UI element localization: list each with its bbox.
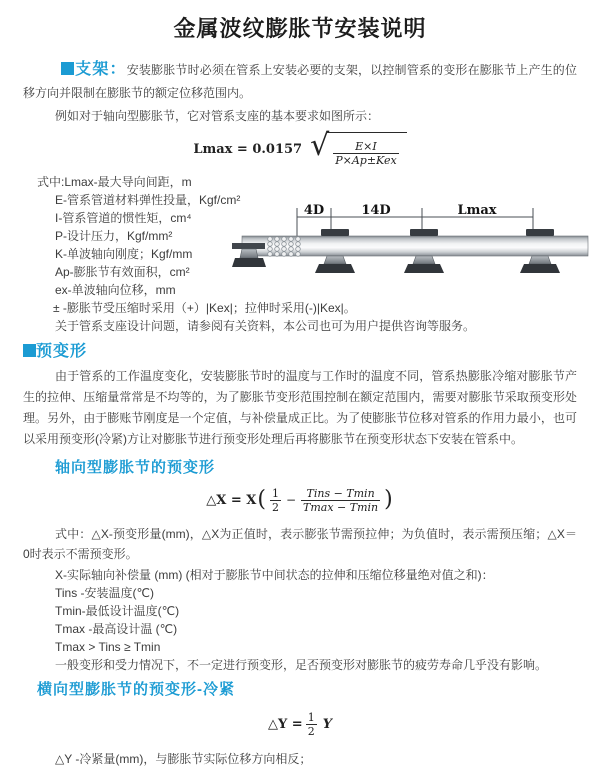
dx-formula-lhs: △X = X	[206, 492, 257, 508]
dim-label-4d: 4D	[303, 203, 325, 218]
minus-operator: −	[285, 493, 297, 507]
definition-line: Tmax > Tins ≥ Tmin	[55, 640, 161, 654]
pipe	[242, 236, 588, 256]
axial-preform-heading: 轴向型膨胀节的预变形	[55, 459, 216, 476]
axial-preform-formula	[23, 482, 577, 518]
definition-line: E-管系管道材料弹性投量，Kgf/cm²	[55, 193, 241, 207]
page-title: 金属波纹膨胀节安装说明	[173, 16, 427, 41]
support-example-text: 例如对于轴向型膨胀节，它对管系支座的基本要求如图所示：	[55, 109, 380, 123]
pipe-support-spacing-diagram	[232, 199, 590, 283]
definition-line: Tins -安装温度(℃)	[55, 586, 155, 600]
sqrt-radical	[310, 128, 407, 167]
section-square-icon	[61, 62, 74, 75]
radicand	[326, 132, 406, 167]
fraction-denominator: 2	[271, 500, 279, 514]
close-paren: )	[384, 487, 393, 512]
lateral-formula-note: △Y -冷紧量(mm)，与膨胀节实际位移方向相反；	[55, 752, 312, 766]
dim-label-14d: 14D	[361, 203, 391, 218]
preform-section-heading	[23, 342, 577, 362]
fraction-numerator: Tins − Tmin	[306, 486, 375, 500]
dy-formula-lhs: △Y =	[268, 716, 303, 732]
definition-line: P-设计压力，Kgf/mm²	[55, 229, 173, 243]
lmax-formula-lhs: Lmax = 0.0157	[193, 141, 303, 157]
open-paren: (	[257, 487, 266, 512]
definition-line: Ap-膨胀节有效面积，cm²	[55, 265, 190, 279]
lmax-fraction	[333, 140, 398, 167]
fraction-numerator: 1	[271, 486, 279, 500]
fraction-numerator: 1	[307, 710, 315, 724]
definition-line: I-管系管道的惯性矩，cm⁴	[55, 211, 192, 225]
definition-line: ex-单波轴向位移，mm	[55, 283, 176, 297]
axial-definition-list	[23, 566, 577, 674]
fraction-denominator: P×Ap±Kex	[335, 154, 397, 167]
fraction-denominator: Tmax − Tmin	[303, 500, 379, 514]
axial-formula-note: 式中：△X-预变形量(mm)，△X为正值时，表示膨张节需预拉伸；为负值时，表示需预压缩；△X＝0时表示不需预变形。	[23, 527, 577, 561]
definition-line: X-实际轴向补偿量 (mm) (相对于膨胀节中间状态的拉伸和压缩位移量绝对值之和)：	[55, 568, 494, 582]
definition-line: K-单波轴向刚度；Kgf/mm	[55, 247, 193, 261]
fraction-denominator: 2	[307, 724, 315, 738]
dim-label-lmax: Lmax	[457, 203, 497, 218]
preform-body-text: 由于管系的工作温度变化，安装膨胀节时的温度与工作时的温度不同，管系热膨胀冷缩对膨胀节产生的拉伸、压缩量常常是不均等的，为了膨胀节变形范围控制在额定范围内，需要对膨胀节采取预变形处理。另外，由于膨账节刚度是一个定值，与补偿量成正比。为了使膨胀节位移对管系的作用力最小，也可以采用预变形(冷紧)方让对膨胀节进行预变形处理后再将膨胀节在预变形状态下安装在管系中。	[23, 369, 577, 446]
definition-line: 一般变形和受力情况下，不一定进行预变形，足否预变形对膨胀节的疲劳寿命几乎没有影响。	[55, 658, 548, 672]
lateral-preform-heading: 横向型膨胀节的预变形-冷紧	[37, 681, 235, 698]
fraction-numerator: E×I	[355, 140, 377, 153]
lmax-formula	[23, 128, 577, 167]
half-fraction	[306, 711, 317, 738]
support-section-heading: 支架：	[75, 61, 127, 78]
definition-line: Tmax -最高设计温 (℃)	[55, 622, 178, 636]
half-fraction	[270, 487, 281, 514]
radical-icon: √	[310, 128, 330, 163]
definition-line: ± -膨胀节受压缩时采用（+）|Kex|；拉伸时采用(-)|Kex|。	[53, 301, 356, 315]
preform-heading-text: 预变形	[36, 343, 88, 360]
support-paragraph	[23, 58, 577, 105]
definition-line: 式中:Lmax-最大导向间距，m	[37, 175, 192, 189]
definition-line: Tmin-最低设计温度(℃)	[55, 604, 180, 618]
lateral-preform-formula	[23, 707, 577, 741]
section-square-icon	[23, 344, 36, 357]
temperature-fraction	[301, 487, 380, 514]
definitions-and-diagram	[23, 173, 577, 335]
support-intro-text: 安装膨胀节时必须在管系上安装必要的支架，以控制管系的变形在膨胀节上产生的位移方向并限制在膨胀节的额定位移范围内。	[23, 63, 577, 100]
dy-formula-rhs: Y	[322, 716, 332, 732]
definition-line: 关于管系支座设计问题，请参阅有关资料，本公司也可为用户提供咨询等服务。	[55, 319, 476, 333]
